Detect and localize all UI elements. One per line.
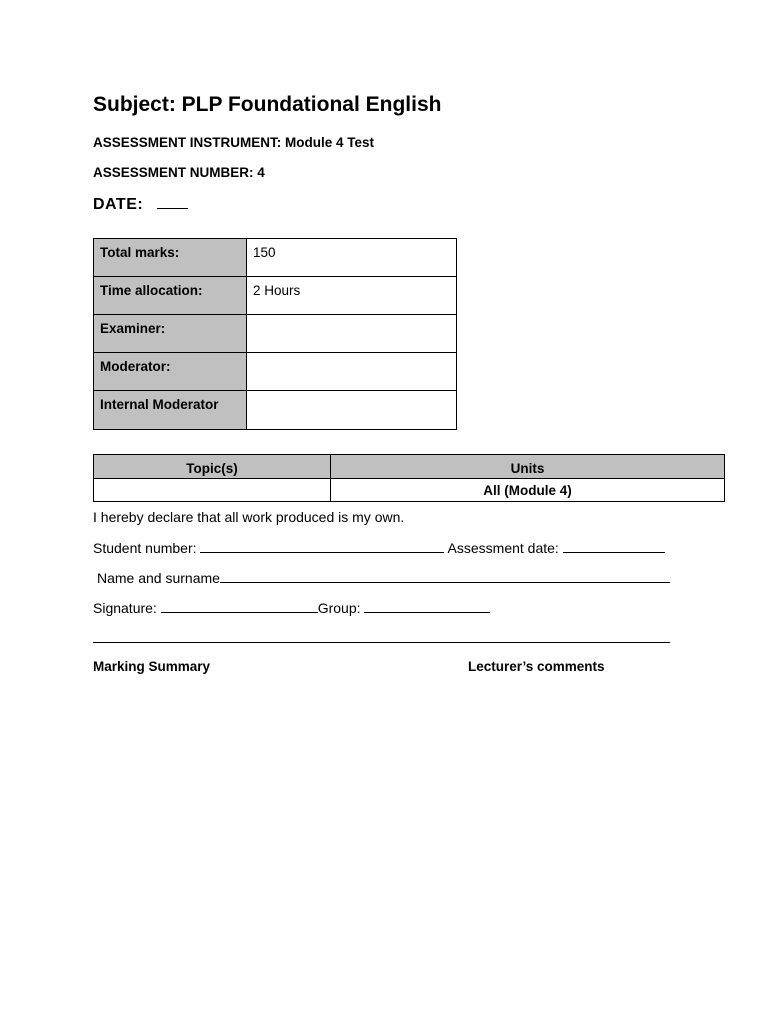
table-row bbox=[94, 277, 457, 315]
signature-line bbox=[93, 599, 490, 616]
assessment-date-field[interactable] bbox=[563, 539, 665, 553]
declaration-statement: I hereby declare that all work produced is my own. bbox=[93, 509, 405, 525]
name-surname-field[interactable] bbox=[220, 569, 670, 583]
student-number-label: Student number: bbox=[93, 540, 197, 556]
table-row bbox=[94, 353, 457, 391]
group-label: Group: bbox=[317, 600, 361, 616]
internal-moderator-label: Internal Moderator bbox=[94, 391, 247, 430]
total-marks-value: 150 bbox=[247, 239, 457, 277]
separator-line bbox=[93, 642, 670, 643]
examiner-value[interactable] bbox=[247, 315, 457, 353]
internal-moderator-value[interactable] bbox=[247, 391, 457, 430]
time-allocation-value: 2 Hours bbox=[247, 277, 457, 315]
date-label: DATE: bbox=[93, 196, 144, 213]
table-row bbox=[94, 239, 457, 277]
signature-field[interactable] bbox=[161, 599, 318, 613]
topics-table bbox=[93, 454, 725, 502]
name-line bbox=[97, 569, 670, 586]
assessment-number: ASSESSMENT NUMBER: 4 bbox=[93, 165, 265, 180]
student-number-line bbox=[93, 539, 665, 556]
date-blank[interactable] bbox=[157, 194, 188, 209]
table-row bbox=[94, 391, 457, 430]
examiner-label: Examiner: bbox=[94, 315, 247, 353]
table-header-row bbox=[94, 455, 725, 479]
assessment-instrument: ASSESSMENT INSTRUMENT: Module 4 Test bbox=[93, 135, 375, 150]
name-surname-label: Name and surname bbox=[97, 570, 220, 586]
units-cell: All (Module 4) bbox=[331, 479, 725, 502]
student-number-field[interactable] bbox=[200, 539, 444, 553]
topics-header: Topic(s) bbox=[94, 455, 331, 479]
table-row bbox=[94, 315, 457, 353]
assessment-date-label: Assessment date: bbox=[447, 540, 559, 556]
moderator-value[interactable] bbox=[247, 353, 457, 391]
time-allocation-label: Time allocation: bbox=[94, 277, 247, 315]
topics-cell[interactable] bbox=[94, 479, 331, 502]
units-header: Units bbox=[331, 455, 725, 479]
subject-title: Subject: PLP Foundational English bbox=[93, 93, 442, 116]
marks-table bbox=[93, 238, 457, 430]
total-marks-label: Total marks: bbox=[94, 239, 247, 277]
marking-summary-heading: Marking Summary bbox=[93, 659, 211, 674]
signature-label: Signature: bbox=[93, 600, 157, 616]
group-field[interactable] bbox=[364, 599, 490, 613]
table-row bbox=[94, 479, 725, 502]
date-line bbox=[93, 194, 188, 214]
moderator-label: Moderator: bbox=[94, 353, 247, 391]
lecturer-comments-heading: Lecturer’s comments bbox=[468, 659, 605, 674]
